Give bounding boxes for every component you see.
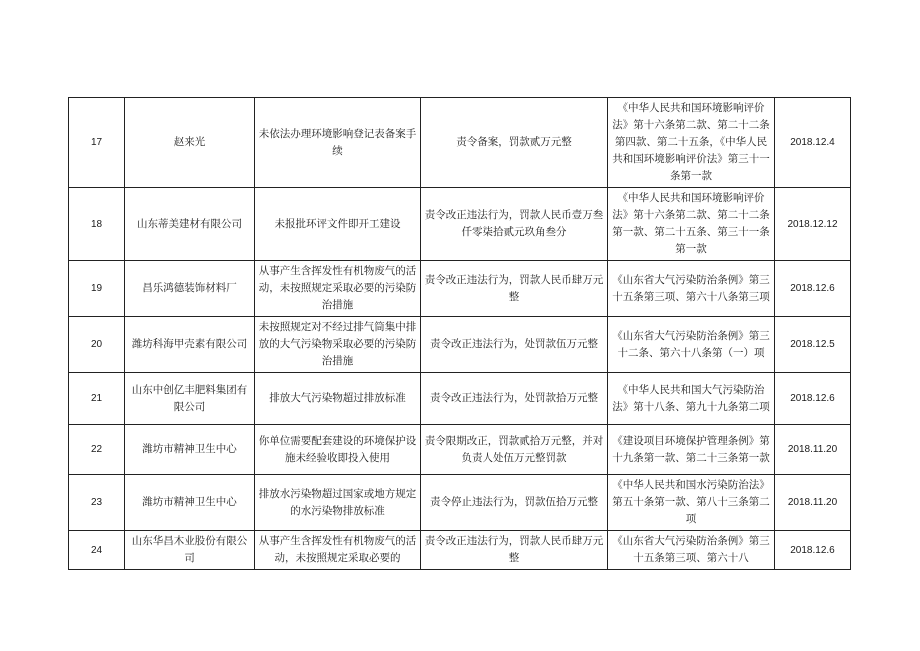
penalty-content: 责令改正违法行为，罚款人民币肆万元整 [421, 261, 608, 317]
violation-fact: 你单位需要配套建设的环境保护设施未经验收即投入使用 [255, 425, 421, 475]
penalty-content: 责令备案，罚款贰万元整 [421, 98, 608, 188]
party-name: 山东华昌木业股份有限公司 [125, 531, 255, 570]
party-name: 昌乐鸿德装饰材料厂 [125, 261, 255, 317]
row-number: 23 [69, 475, 125, 531]
row-number: 17 [69, 98, 125, 188]
table-row [69, 188, 851, 261]
violation-fact: 未依法办理环境影响登记表备案手续 [255, 98, 421, 188]
legal-basis: 《中华人民共和国大气污染防治法》第十八条、第九十九条第二项 [608, 373, 775, 425]
decision-date: 2018.12.6 [775, 373, 851, 425]
table-row [69, 425, 851, 475]
penalty-table [68, 97, 851, 570]
legal-basis: 《中华人民共和国环境影响评价法》第十六条第二款、第二十二条第四款、第二十五条，《中华人民共和国环境影响评价法》第三十一条第一款 [608, 98, 775, 188]
row-number: 20 [69, 317, 125, 373]
row-number: 22 [69, 425, 125, 475]
legal-basis: 《山东省大气污染防治条例》第三十二条、第六十八条第（一）项 [608, 317, 775, 373]
table-row [69, 317, 851, 373]
party-name: 赵来光 [125, 98, 255, 188]
penalty-content: 责令改正违法行为，罚款人民币肆万元整 [421, 531, 608, 570]
penalty-content: 责令停止违法行为，罚款伍拾万元整 [421, 475, 608, 531]
table-row [69, 261, 851, 317]
decision-date: 2018.12.6 [775, 531, 851, 570]
party-name: 山东中创亿丰肥料集团有限公司 [125, 373, 255, 425]
decision-date: 2018.11.20 [775, 425, 851, 475]
table-row [69, 373, 851, 425]
penalty-content: 责令限期改正，罚款贰拾万元整，并对负责人处伍万元整罚款 [421, 425, 608, 475]
decision-date: 2018.12.4 [775, 98, 851, 188]
party-name: 潍坊市精神卫生中心 [125, 475, 255, 531]
row-number: 24 [69, 531, 125, 570]
penalty-content: 责令改正违法行为，罚款人民币壹万叁仟零柒拾贰元玖角叁分 [421, 188, 608, 261]
legal-basis: 《山东省大气污染防治条例》第三十五条第三项、第六十八 [608, 531, 775, 570]
legal-basis: 《中华人民共和国环境影响评价法》第十六条第二款、第二十二条第一款、第二十五条、第三十一条第一款 [608, 188, 775, 261]
party-name: 山东蒂美建材有限公司 [125, 188, 255, 261]
table-row [69, 98, 851, 188]
row-number: 18 [69, 188, 125, 261]
decision-date: 2018.12.5 [775, 317, 851, 373]
legal-basis: 《山东省大气污染防治条例》第三十五条第三项、第六十八条第三项 [608, 261, 775, 317]
decision-date: 2018.11.20 [775, 475, 851, 531]
penalty-content: 责令改正违法行为，处罚款拾万元整 [421, 373, 608, 425]
penalty-content: 责令改正违法行为，处罚款伍万元整 [421, 317, 608, 373]
table-row [69, 531, 851, 570]
decision-date: 2018.12.12 [775, 188, 851, 261]
violation-fact: 未按照规定对不经过排气筒集中排放的大气污染物采取必要的污染防治措施 [255, 317, 421, 373]
party-name: 潍坊科海甲壳素有限公司 [125, 317, 255, 373]
violation-fact: 从事产生含挥发性有机物废气的活动，未按照规定采取必要的污染防治措施 [255, 261, 421, 317]
violation-fact: 未报批环评文件即开工建设 [255, 188, 421, 261]
party-name: 潍坊市精神卫生中心 [125, 425, 255, 475]
legal-basis: 《建设项目环境保护管理条例》第十九条第一款、第二十三条第一款 [608, 425, 775, 475]
row-number: 21 [69, 373, 125, 425]
table-row [69, 475, 851, 531]
decision-date: 2018.12.6 [775, 261, 851, 317]
violation-fact: 排放大气污染物超过排放标准 [255, 373, 421, 425]
violation-fact: 排放水污染物超过国家或地方规定的水污染物排放标准 [255, 475, 421, 531]
legal-basis: 《中华人民共和国水污染防治法》第五十条第一款、第八十三条第二项 [608, 475, 775, 531]
row-number: 19 [69, 261, 125, 317]
violation-fact: 从事产生含挥发性有机物废气的活动，未按照规定采取必要的 [255, 531, 421, 570]
